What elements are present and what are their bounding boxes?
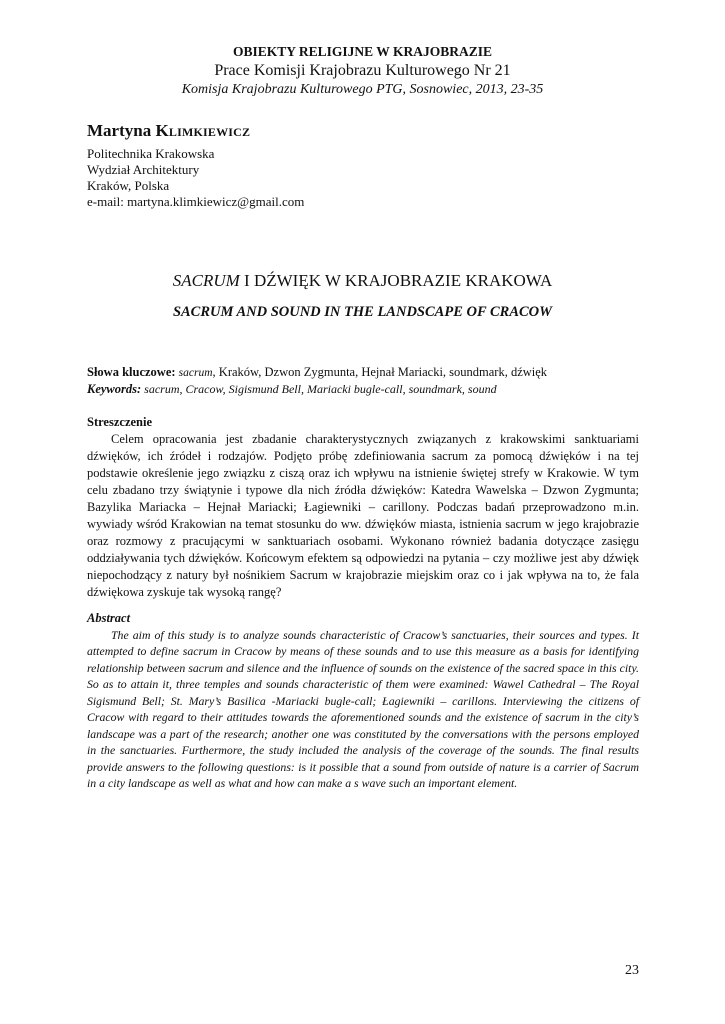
abstract-en-text: The aim of this study is to analyze sounds characteristic of Cracow’s sanctuaries, their sources and types. It attempted to define sacrum in Cracow by means of these sounds and to use this measure as a basis for identifying relationship between sacrum and silence and the influence of sounds on the existence of the sacred space in this city. So as to attain it, three temples and sounds characteristic of them were examined: Wawel Cathedral – The Royal Sigismund Bell; St. Mary’s Basilica -Mariacki bugle-call; Łagiewniki – carillons. Interviewing the citizens of Cracow with regard to their attitudes towards the aforementioned sounds and the existence of sacrum in the city’s landscape was a part of the research; another one was constituted by the conversations with the persons employed in the sanctuaries. Furthermore, the study included the analysis of the coverage of the sounds. The final results provide answers to the following questions: is it possible that a sound from outside of nature is a carrier of Sacrum in a city landscape as well as what and how can make a s wave such an important element.	[87, 627, 639, 790]
volume-title: Prace Komisji Krajobrazu Kulturowego Nr 21	[214, 62, 511, 79]
abstract-pl-text: Celem opracowania jest zbadanie charakterystycznych związanych z krakowskimi sanktuariami dźwięków, ich źródeł i rodzajów. Podjęto próbę zdefiniowania sacrum za pomocą dźwięków i na tej podstawie określenie jego związku z ciszą oraz ich wpływu na istnienie świętej strefy w Krakowie. W tym celu zbadano trzy świątynie i typowe dla nich źródła dźwięków: Katedra Wawelska – Dzwon Zygmunta; Bazylika Mariacka – Hejnał Mariacki; Łagiewniki – carillony. Podczas badań przeprowadzono m.in. wywiady wśród Krakowian na temat stosunku do ww. dźwięków miasta, istnienia sacrum w jego krajobrazie oraz rozmowy z pracującymi w sanktuariach osobami. Wykonano również badania dotyczące zasięgu oddziaływania tych dźwięków. Końcowym efektem są odpowiedzi na pytania – czy możliwe jest aby dźwięk niepochodzący z natury był nośnikiem Sacrum w krajobrazie miejskim oraz co i jak wpływa na to, że fala dźwiękowa zyskuje tak wysoką rangę?	[87, 432, 639, 599]
affiliation-faculty: Wydział Architektury	[87, 162, 200, 177]
author-name	[87, 121, 250, 141]
keywords-en	[87, 381, 639, 397]
title-italic: SACRUM	[172, 271, 240, 290]
abstract-pl	[87, 414, 639, 601]
abstract-en-heading: Abstract	[87, 611, 131, 625]
keywords-en-text: sacrum, Cracow, Sigismund Bell, Mariacki bugle-call, soundmark, sound	[141, 382, 497, 396]
title-rest: I DŹWIĘK W KRAJOBRAZIE KRAKOWA	[239, 271, 553, 290]
affiliation-email[interactable]: e-mail: martyna.klimkiewicz@gmail.com	[87, 194, 305, 209]
series-title: OBIEKTY RELIGIJNE W KRAJOBRAZIE	[233, 44, 492, 59]
keywords-en-label: Keywords:	[87, 382, 142, 396]
publisher-line: Komisja Krajobrazu Kulturowego PTG, Sosnowiec, 2013, 23-35	[181, 82, 544, 97]
keywords-pl-label: Słowa kluczowe:	[87, 365, 176, 379]
affiliation-location: Kraków, Polska	[87, 178, 170, 193]
paper-title	[0, 271, 725, 291]
author-affiliation	[87, 146, 304, 210]
keywords-pl-rest: , Kraków, Dzwon Zygmunta, Hejnał Mariacki, soundmark, dźwięk	[212, 365, 548, 379]
page-number: 23	[625, 963, 639, 978]
keywords-pl-first: sacrum	[178, 367, 213, 379]
keywords-section	[87, 364, 639, 397]
abstract-en	[87, 610, 639, 792]
paper-title-en: SACRUM AND SOUND IN THE LANDSCAPE OF CRACOW	[172, 304, 553, 320]
affiliation-university: Politechnika Krakowska	[87, 146, 215, 161]
keywords-pl	[87, 364, 639, 381]
author-last-name: Klimkiewicz	[155, 121, 251, 140]
author-first-name: Martyna	[87, 121, 152, 140]
abstract-pl-heading: Streszczenie	[87, 415, 153, 429]
